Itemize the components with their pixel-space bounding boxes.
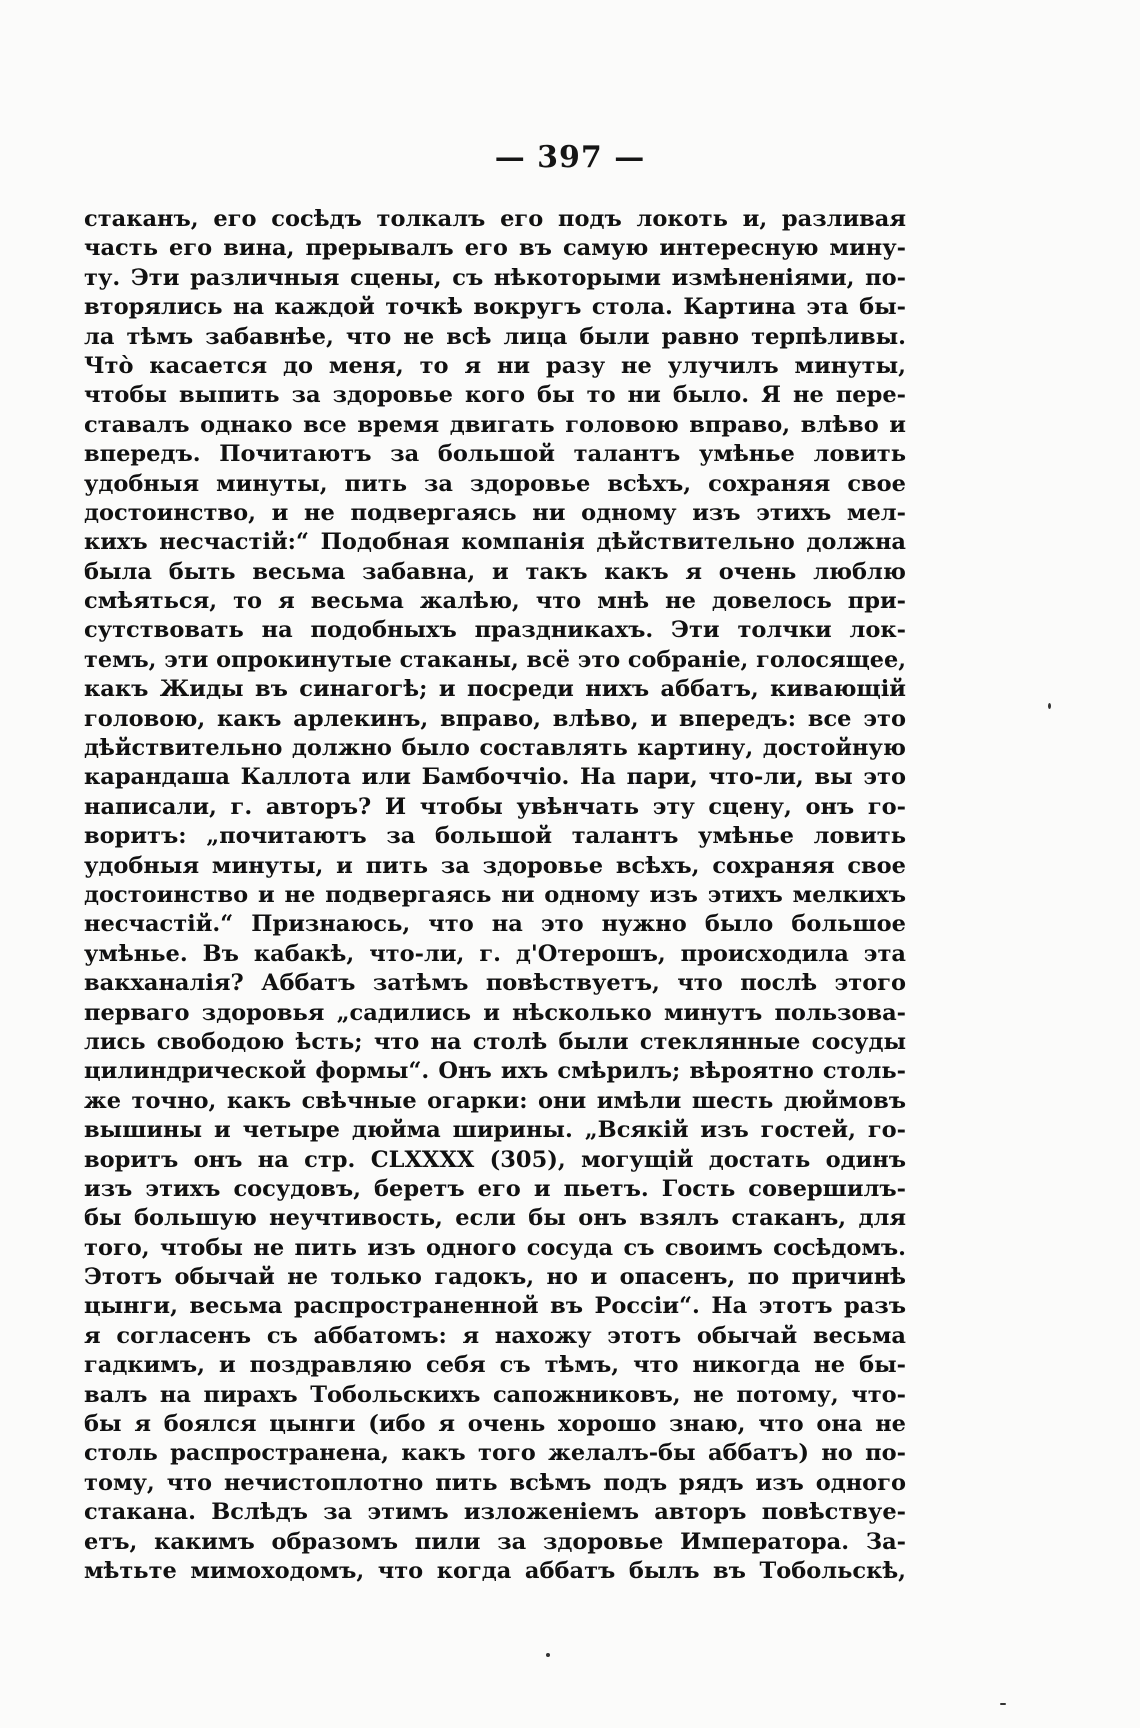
text-line: изъ этихъ сосудовъ, беретъ его и пьетъ. Гость совершилъ- — [84, 1175, 906, 1202]
text-line: кихъ несчастій:“ Подобная компанія дѣйствительно должна — [84, 529, 906, 556]
text-line: чтобы выпить за здоровье кого бы то ни было. Я не пере- — [84, 382, 906, 409]
print-speck — [1000, 1703, 1006, 1705]
text-line: вакханалія? Аббатъ затѣмъ повѣствуетъ, что послѣ этого — [84, 970, 906, 997]
text-line: воритъ: „почитаютъ за большой талантъ умѣнье ловить — [84, 823, 906, 850]
text-line: смѣяться, то я весьма жалѣю, что мнѣ не довелось при- — [84, 588, 906, 615]
text-line: Этотъ обычай не только гадокъ, но и опасенъ, по причинѣ — [84, 1264, 906, 1291]
text-line: ла тѣмъ забавнѣе, что не всѣ лица были равно терпѣливы. — [84, 323, 906, 350]
print-speck — [546, 1653, 550, 1657]
text-line: цынги, весьма распространенной въ Россіи“. На этотъ разъ — [84, 1293, 906, 1320]
print-speck — [1048, 703, 1051, 709]
page-number: — 397 — — [494, 140, 646, 175]
text-line: валъ на пирахъ Тобольскихъ сапожниковъ, не потому, что- — [84, 1381, 906, 1408]
text-line: темъ, эти опрокинутые стаканы, всё это собраніе, голосящее, — [84, 646, 906, 673]
text-line: стаканъ, его сосѣдъ толкалъ его подъ локоть и, разливая — [84, 206, 906, 232]
text-line: умѣнье. Въ кабакѣ, что-ли, г. д'Отерошъ, происходила эта — [84, 940, 906, 967]
text-line: сутствовать на подобныхъ праздникахъ. Эти толчки лок- — [84, 617, 906, 644]
text-line: того, чтобы не пить изъ одного сосуда съ своимъ сосѣдомъ. — [84, 1234, 906, 1261]
text-line: лись свободою ѣсть; что на столѣ были стеклянные сосуды — [84, 1028, 906, 1055]
text-line: гадкимъ, и поздравляю себя съ тѣмъ, что никогда не бы- — [84, 1352, 906, 1379]
text-line: мѣтьте мимоходомъ, что когда аббатъ былъ въ Тобольскѣ, — [84, 1557, 906, 1584]
text-line: Чтò касается до меня, то я ни разу не улучилъ минуты, — [84, 352, 906, 379]
text-line: была быть весьма забавна, и такъ какъ я очень люблю — [84, 558, 906, 585]
text-line: стакана. Вслѣдъ за этимъ изложеніемъ авторъ повѣствуе- — [84, 1499, 906, 1526]
body-text — [84, 205, 906, 1586]
text-line: вторялись на каждой точкѣ вокругъ стола. Картина эта бы- — [84, 294, 906, 321]
text-line: ставалъ однако все время двигать головою вправо, влѣво и — [84, 411, 906, 438]
text-line: часть его вина, прерывалъ его въ самую интересную мину- — [84, 235, 906, 262]
text-line: цилиндрической формы“. Онъ ихъ смѣрилъ; вѣроятно столь- — [84, 1058, 906, 1085]
text-line: бы большую неучтивость, если бы онъ взялъ стаканъ, для — [84, 1205, 906, 1232]
text-line: написали, г. авторъ? И чтобы увѣнчать эту сцену, онъ го- — [84, 793, 906, 820]
text-line: достоинство и не подвергаясь ни одному изъ этихъ мелкихъ — [84, 881, 906, 908]
text-line: какъ Жиды въ синагогѣ; и посреди нихъ аббатъ, кивающій — [84, 676, 906, 703]
text-line: столь распространена, какъ того желалъ-бы аббатъ) но по- — [84, 1440, 906, 1467]
text-line: же точно, какъ свѣчные огарки: они имѣли шесть дюймовъ — [84, 1087, 906, 1114]
text-line: головою, какъ арлекинъ, вправо, влѣво, и впередъ: все это — [84, 705, 906, 732]
text-line: карандаша Каллота или Бамбоччіо. На пари, что-ли, вы это — [84, 764, 906, 791]
text-line: удобныя минуты, и пить за здоровье всѣхъ, сохраняя свое — [84, 852, 906, 879]
text-line: воритъ онъ на стр. CLXXXX (305), могущій достать одинъ — [84, 1146, 906, 1173]
text-line: впередъ. Почитаютъ за большой талантъ умѣнье ловить — [84, 441, 906, 468]
text-line: достоинство, и не подвергаясь ни одному изъ этихъ мел- — [84, 499, 906, 526]
text-line: ту. Эти различныя сцены, съ нѣкоторыми измѣненіями, по- — [84, 264, 906, 291]
text-line: бы я боялся цынги (ибо я очень хорошо знаю, что она не — [84, 1411, 906, 1438]
text-line: тому, что нечистоплотно пить всѣмъ подъ рядъ изъ одного — [84, 1469, 906, 1496]
text-line: удобныя минуты, пить за здоровье всѣхъ, сохраняя свое — [84, 470, 906, 497]
text-line: вышины и четыре дюйма ширины. „Всякій изъ гостей, го- — [84, 1117, 906, 1144]
text-line: етъ, какимъ образомъ пили за здоровье Императора. За- — [84, 1528, 906, 1555]
text-line: дѣйствительно должно было составлять картину, достойную — [84, 735, 906, 762]
text-line: несчастій.“ Признаюсь, что на это нужно было большое — [84, 911, 906, 938]
text-line: перваго здоровья „садились и нѣсколько минутъ пользова- — [84, 999, 906, 1026]
text-line: я согласенъ съ аббатомъ: я нахожу этотъ обычай весьма — [84, 1322, 906, 1349]
